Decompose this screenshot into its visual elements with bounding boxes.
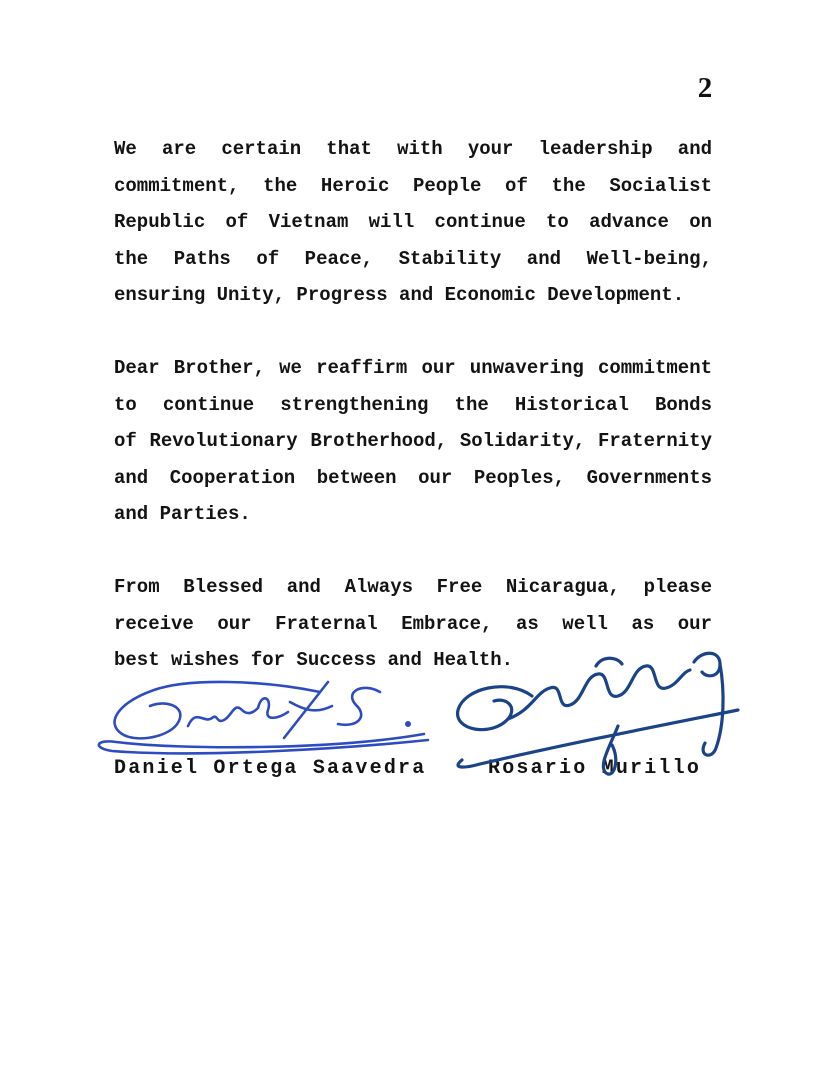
paragraph-1 xyxy=(114,131,712,314)
signatory-name-daniel-ortega: Daniel Ortega Saavedra xyxy=(114,757,427,780)
paragraph-line: the Paths of Peace, Stability and Well-being, xyxy=(114,247,712,270)
paragraph-line: From Blessed and Always Free Nicaragua, please xyxy=(114,576,712,598)
paragraph-line: of Revolutionary Brotherhood, Solidarity, Fraternity xyxy=(114,430,712,452)
paragraph-line: ensuring Unity, Progress and Economic Development. xyxy=(114,284,685,306)
paragraph-line: Republic of Vietnam will continue to advance on xyxy=(114,211,712,233)
paragraph-line: receive our Fraternal Embrace, as well as our xyxy=(114,612,712,635)
letter-body xyxy=(114,131,712,679)
paragraph-line: commitment, the Heroic People of the Socialist xyxy=(114,174,712,197)
paragraph-line: to continue strengthening the Historical Bonds xyxy=(114,393,712,416)
paragraph-line: Dear Brother, we reaffirm our unwavering commitment xyxy=(114,357,712,379)
paragraph-line: and Cooperation between our Peoples, Governments xyxy=(114,466,712,489)
paragraph-3 xyxy=(114,569,712,679)
page-number: 2 xyxy=(697,72,713,104)
paragraph-line: and Parties. xyxy=(114,503,251,525)
paragraph-line: best wishes for Success and Health. xyxy=(114,649,514,671)
paragraph-2 xyxy=(114,350,712,533)
signatory-name-rosario-murillo: Rosario Murillo xyxy=(488,757,702,780)
paragraph-line: We are certain that with your leadership and xyxy=(114,138,712,160)
daniel-ortega-signature-icon xyxy=(92,678,437,760)
